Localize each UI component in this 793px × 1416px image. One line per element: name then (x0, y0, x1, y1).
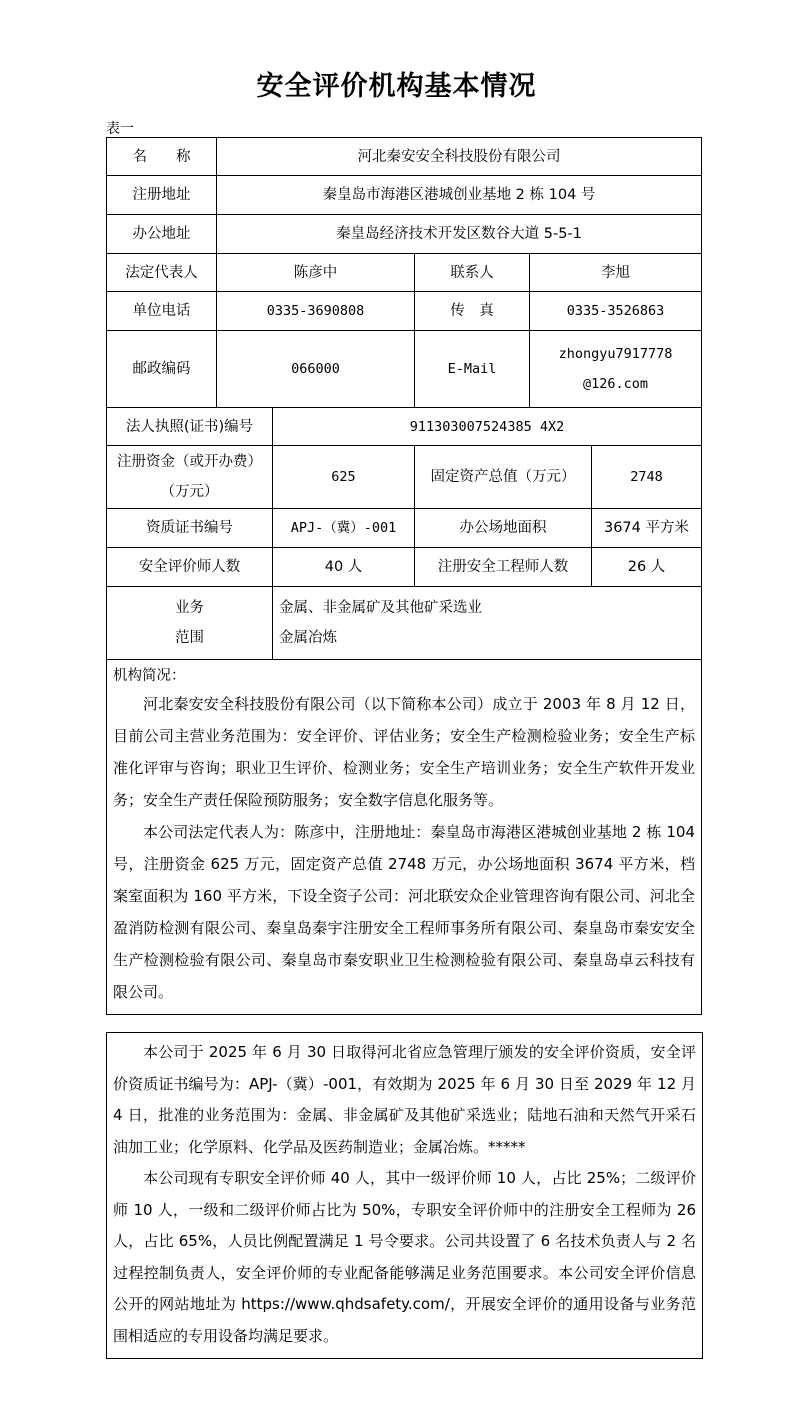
table-label: 表一 (106, 121, 134, 137)
email-value-line1: zhongyu7917778 (558, 346, 673, 362)
capital-label (107, 446, 273, 509)
fax-value: 0335-3526863 (530, 292, 702, 331)
scope-label-line1: 业务 (175, 600, 204, 616)
cert-value: APJ-（冀）-001 (273, 509, 415, 548)
phone-value: 0335-3690808 (217, 292, 415, 331)
office-addr-label: 办公地址 (107, 215, 217, 254)
engineers-label: 注册安全工程师人数 (415, 548, 592, 587)
intro-heading: 机构简况： (113, 668, 186, 684)
email-value-line2: @126.com (582, 376, 649, 392)
assets-value: 2748 (592, 446, 702, 509)
license-label: 法人执照(证书)编号 (107, 408, 273, 446)
scope-value-line2: 金属冶炼 (279, 630, 337, 646)
contact-value: 李旭 (530, 254, 702, 292)
cert-label: 资质证书编号 (107, 509, 273, 548)
reg-addr-value: 秦皇岛市海港区港城创业基地 2 栋 104 号 (217, 176, 702, 215)
org-info-table (106, 137, 702, 1015)
scope-label (107, 587, 273, 660)
capital-value: 625 (273, 446, 415, 509)
email-value (530, 331, 702, 408)
license-value: 911303007524385 4X2 (273, 408, 702, 446)
office-addr-value: 秦皇岛经济技术开发区数谷大道 5-5-1 (217, 215, 702, 254)
legal-rep-label: 法定代表人 (107, 254, 217, 292)
phone-label: 单位电话 (107, 292, 217, 331)
page-title: 安全评价机构基本情况 (256, 71, 537, 102)
qualification-paragraph-2: 本公司现有专职安全评价师 40 人，其中一级评价师 10 人，占比 25%；二级评价师 10 人，一级和二级评价师占比为 50%，专职安全评价师中的注册安全工程师为 26 人，占比 65%，人员比例配置满足 1 号令要求。公司共设置了 6 名技术负责人与 2 名过程控制负责人，安全评价师的专业配备能够满足业务范围要求。本公司安全评价信息公开的网站地址为 https://www.qhdsafety.com/，开展安全评价的通用设备与业务范围相适应的专用设备均满足要求。 (113, 1169, 696, 1345)
scope-label-line2: 范围 (175, 630, 204, 646)
engineers-value: 26 人 (592, 548, 702, 587)
intro-cell (107, 660, 702, 1015)
legal-rep-value: 陈彦中 (217, 254, 415, 292)
area-label: 办公场地面积 (415, 509, 592, 548)
intro-paragraph-2: 本公司法定代表人为：陈彦中，注册地址：秦皇岛市海港区港城创业基地 2 栋 104 号，注册资金 625 万元，固定资产总值 2748 万元，办公场地面积 3674 平方米，档案室面积为 160 平方米，下设全资子公司：河北联安众企业管理咨询有限公司、河北全盈消防检测有限公司、秦皇岛秦宇注册安全工程师事务所有限公司、秦皇岛市秦安安全生产检测检验有限公司、秦皇岛市秦安职业卫生检测检验有限公司、秦皇岛卓云科技有限公司。 (113, 823, 695, 1001)
fax-label: 传 真 (415, 292, 530, 331)
name-value: 河北秦安安全科技股份有限公司 (217, 138, 702, 176)
qualification-paragraph-1: 本公司于 2025 年 6 月 30 日取得河北省应急管理厅颁发的安全评价资质，安全评价资质证书编号为：APJ-（冀）-001，有效期为 2025 年 6 月 30 日至 2029 年 12 月 4 日，批准的业务范围为：金属、非金属矿及其他矿采选业；陆地石油和天然气开采石油加工业；化学原料、化学品及医药制造业；金属冶炼。***** (113, 1043, 696, 1156)
contact-label: 联系人 (415, 254, 530, 292)
intro-paragraph-1: 河北秦安安全科技股份有限公司（以下简称本公司）成立于 2003 年 8 月 12 日，目前公司主营业务范围为：安全评价、评估业务；安全生产检测检验业务；安全生产标准化评审与咨询；职业卫生评价、检测业务；安全生产培训业务；安全生产软件开发业务；安全生产责任保险预防服务；安全数字信息化服务等。 (113, 695, 695, 809)
scope-value (273, 587, 702, 660)
qualification-box (106, 1032, 703, 1359)
postal-label: 邮政编码 (107, 331, 217, 408)
scope-value-line1: 金属、非金属矿及其他矿采选业 (279, 600, 482, 616)
name-label: 名 称 (107, 138, 217, 176)
area-value: 3674 平方米 (592, 509, 702, 548)
evaluators-value: 40 人 (273, 548, 415, 587)
capital-label-line2: （万元） (160, 484, 219, 500)
assets-label: 固定资产总值（万元） (415, 446, 592, 509)
email-label: E-Mail (415, 331, 530, 408)
postal-value: 066000 (217, 331, 415, 408)
evaluators-label: 安全评价师人数 (107, 548, 273, 587)
reg-addr-label: 注册地址 (107, 176, 217, 215)
capital-label-line1: 注册资金（或开办费） (117, 454, 262, 470)
